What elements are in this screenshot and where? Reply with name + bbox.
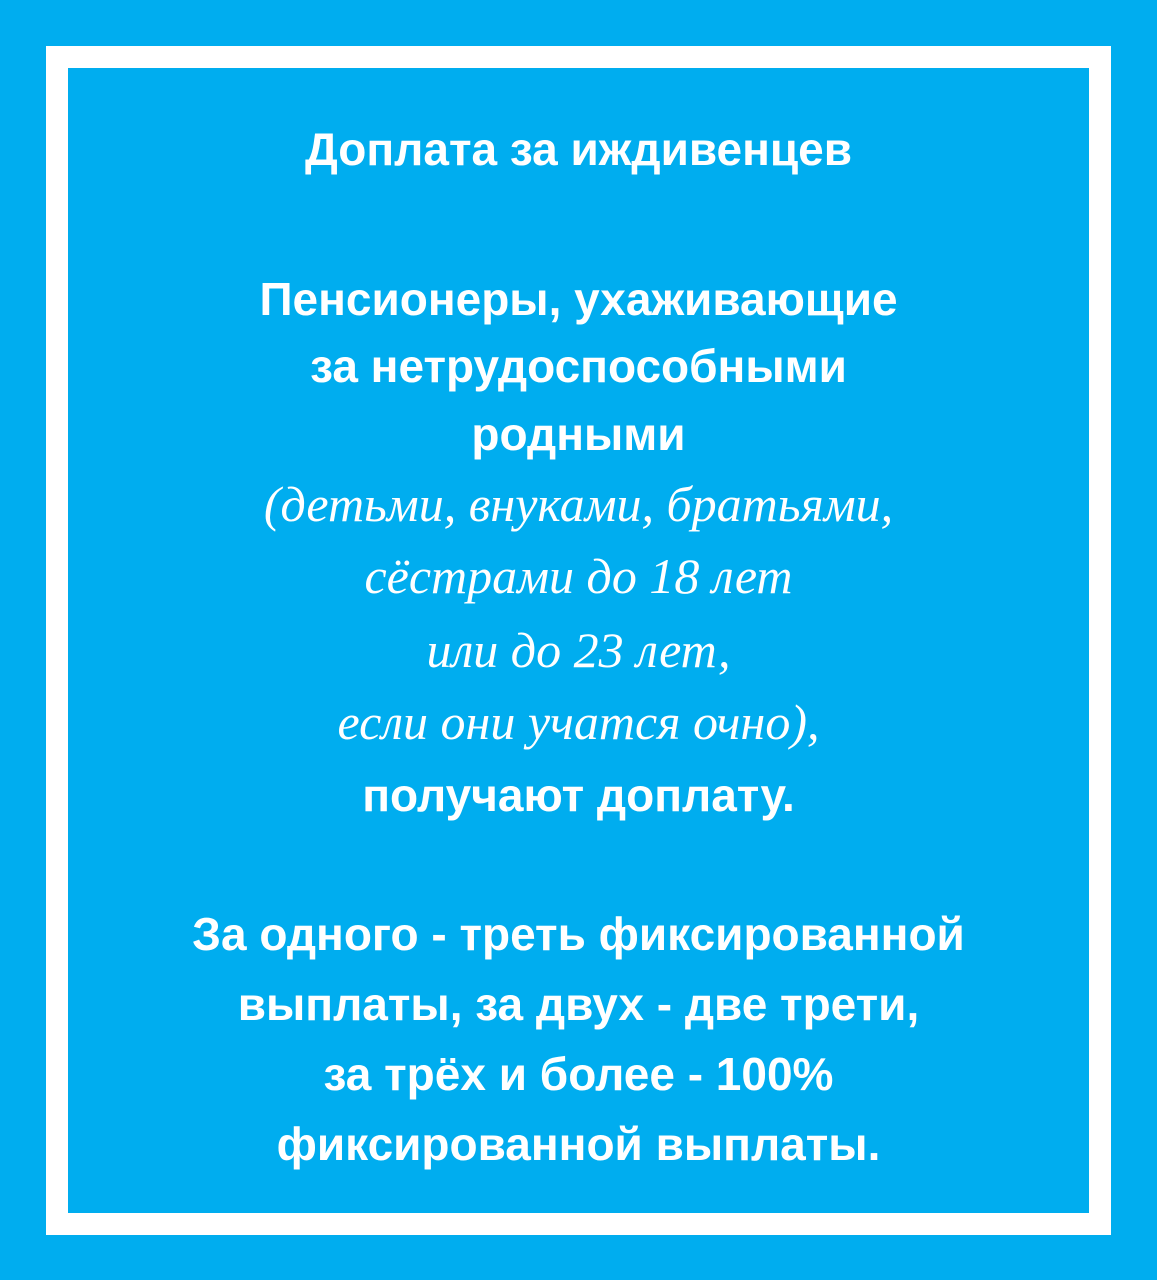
italic-line-2: сёстрами до 18 лет (364, 548, 793, 604)
italic-line-1: (детьми, внуками, братьями, (263, 476, 894, 532)
italic-line-3: или до 23 лет, (426, 622, 731, 678)
italic-line-4: если они учатся очно), (337, 694, 820, 750)
payment-line-1: За одного - треть фиксированной (192, 908, 965, 960)
payment-line-4: фиксированной выплаты. (276, 1118, 881, 1170)
payment-line-3: за трёх и более - 100% (323, 1048, 834, 1100)
receive-payment-line: получают доплату. (362, 769, 795, 821)
page-title: Доплата за иждивенцев (304, 123, 853, 175)
payment-line-2: выплаты, за двух - две трети, (237, 978, 920, 1030)
intro-line-1: Пенсионеры, ухаживающие (259, 273, 898, 325)
intro-line-3: родными (471, 408, 686, 460)
intro-line-2: за нетрудоспособными (310, 340, 847, 392)
